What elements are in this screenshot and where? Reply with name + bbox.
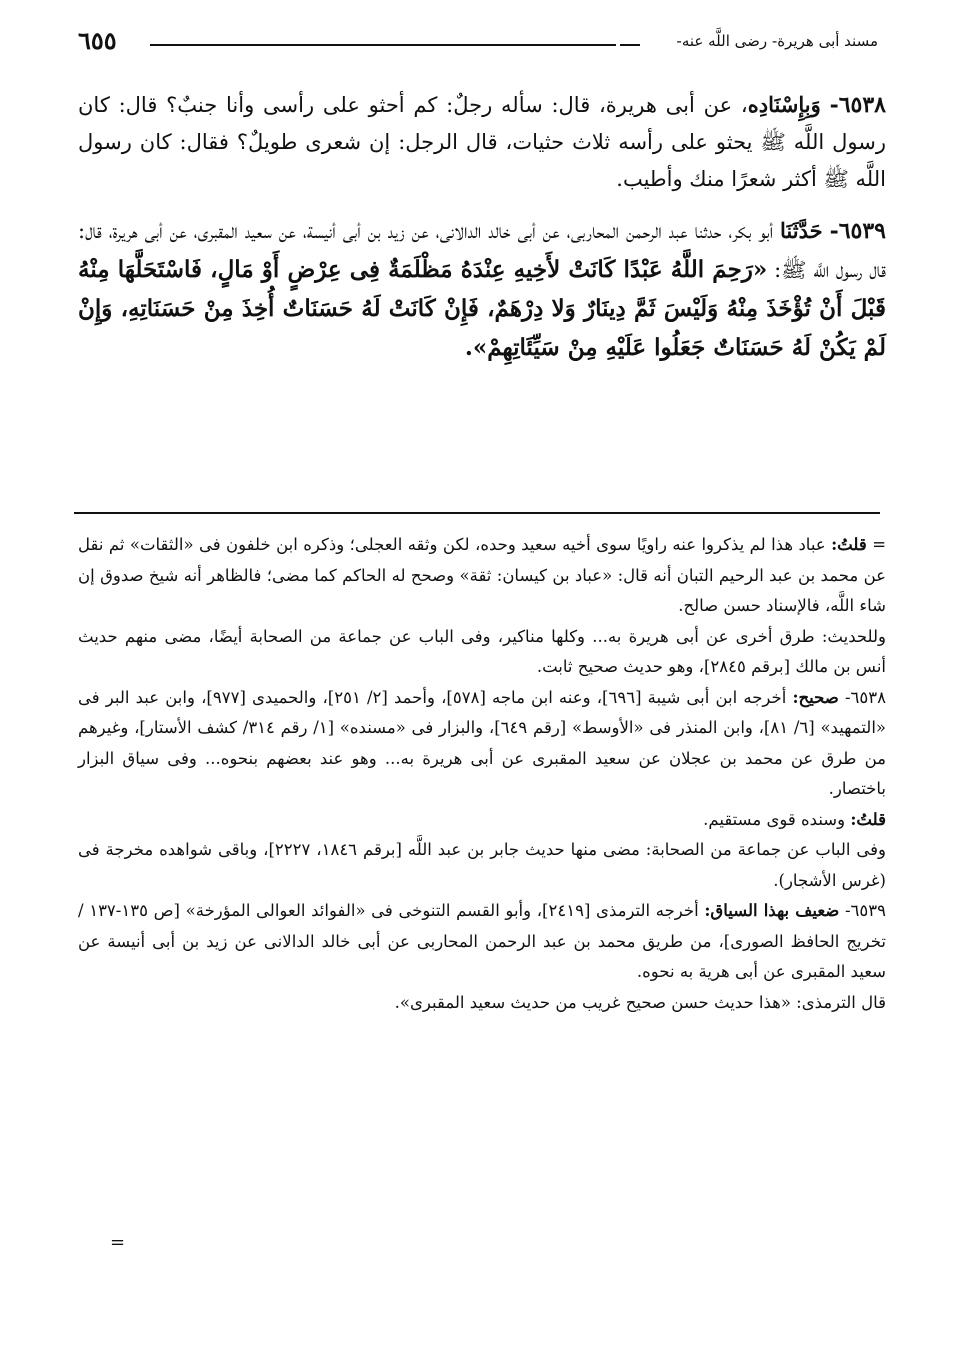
hadith-number: ٦٥٣٩- — [829, 218, 886, 244]
main-text — [78, 86, 886, 381]
isnad-head: حَدَّثَنَا — [780, 218, 823, 243]
page-number: ٦٥٥ — [78, 26, 117, 55]
isnad-text: أبو بكر، حدثنا عبد الرحمن المحاربى، عن أبى خالد الدالانى، عن زيد بن أبى أنيسة، عن سعيد المقبرى، عن أبى هريرة، قال: قال رسول اللَّه ﷺ: — [78, 219, 886, 282]
header-rule — [150, 44, 616, 46]
footnote-6538 — [78, 683, 886, 805]
matn-text: «رَحِمَ اللَّهُ عَبْدًا كَانَتْ لأَخِيهِ عِنْدَهُ مَظْلَمَةٌ فِى عِرْضٍ أَوْ مَالٍ، فَاسْتَحَلَّهَا مِنْهُ قَبْلَ أَنْ تُؤْخَذَ مِنْهُ وَلَيْسَ ثَمَّ دِينَارٌ وَلا دِرْهَمٌ، فَإِنْ كَانَتْ لَهُ حَسَنَاتٌ أُخِذَ مِنْ حَسَنَاتِهِ، وَإِنْ لَمْ يَكُنْ لَهُ حَسَنَاتٌ جَعَلُوا عَلَيْهِ مِنْ سَيِّئَاتِهِمْ». — [78, 256, 886, 361]
footnote-paragraph — [78, 835, 886, 896]
footnote-label: قلتُ: — [850, 809, 886, 829]
footnote-paragraph — [78, 805, 886, 836]
footnote-label: قلتُ: — [831, 535, 867, 554]
footnote-text: قال الترمذى: «هذا حديث حسن صحيح غريب من حديث سعيد المقبرى». — [394, 992, 886, 1012]
footnote-continued — [78, 530, 886, 622]
hadith-text: ، عن أبى هريرة، قال: سأله رجلٌ: كم أحثو على رأسى وأنا جنبٌ؟ قال: كان رسول اللَّه ﷺ يحثو على رأسه ثلاث حثيات، قال الرجل: إن شعرى طويلٌ؟ فقال: كان رسول اللَّه ﷺ أكثر شعرًا منك وأطيب. — [78, 93, 886, 191]
footnote-grade: صحيح: — [792, 687, 839, 707]
footnote-paragraph — [78, 988, 886, 1019]
header-title: مسند أبى هريرة- رضى اللَّه عنه- — [676, 32, 878, 50]
continuation-marker-end: = — [110, 1232, 126, 1253]
footnote-paragraph — [78, 622, 886, 683]
footnote-text: أخرجه الترمذى [٢٤١٩]، وأبو القسم التنوخى فى «الفوائد العوالى المؤرخة» [ص ١٣٥-١٣٧ / تخريج الحافظ الصورى]، من طريق محمد بن عبد الرحمن المحاربى عن أبى خالد الدالانى عن زيد بن أبى أنيسة عن سعيد المقبرى عن أبى هرية به نحوه. — [78, 901, 886, 981]
footnote-6539 — [78, 896, 886, 988]
hadith-6538 — [78, 86, 886, 198]
isnad-head: وَبِإِسْنَادِه — [747, 92, 821, 117]
footnote-text: وفى الباب عن جماعة من الصحابة: مضى منها حديث جابر بن عبد اللَّه [برقم ١٨٤٦، ٢٢٢٧]، وباقى شواهده مخرجة فى (غرس الأشجار). — [78, 840, 886, 890]
footnote-text: أخرجه ابن أبى شيبة [٦٩٦]، وعنه ابن ماجه [٥٧٨]، وأحمد [٢/ ٢٥١]، والحميدى [٩٧٧]، وابن عبد البر فى «التمهيد» [٦/ ٨١]، وابن المنذر فى «الأوسط» [رقم ٦٤٩]، والبزار فى «مسنده» [١/ رقم ٣١٤/ كشف الأستار]، وغيرهم من طرق عن محمد بن عجلان عن سعيد المقبرى عن أبى هريرة به... وهو عند بعضهم بنحوه... وفى سياق البزار باختصار. — [78, 687, 887, 798]
running-header — [78, 28, 878, 58]
footnote-text: وللحديث: طرق أخرى عن أبى هريرة به... وكلها مناكير، وفى الباب عن جماعة من الصحابة أيضًا، مضى منهم حديث أنس بن مالك [برقم ٢٨٤٥]، وهو حديث صحيح ثابت. — [78, 626, 886, 676]
footnotes — [78, 530, 886, 1018]
footnote-number: ٦٥٣٨- — [844, 687, 886, 707]
footnote-number: ٦٥٣٩- — [844, 901, 886, 920]
continuation-marker: = — [872, 535, 887, 554]
footnote-grade: ضعيف بهذا السياق: — [704, 901, 840, 920]
footnote-text: عباد هذا لم يذكروا عنه راويًا سوى أخيه سعيد وحده، لكن وثقه العجلى؛ وذكره ابن خلفون فى «الثقات» ثم نقل عن محمد بن عبد الرحيم التبان أنه قال: «عباد بن كيسان: ثقة» وصحح له الحاكم كما مضى؛ فالظاهر أنه شيخ صدوق إن شاء اللَّه، فالإسناد حسن صالح. — [78, 535, 886, 615]
hadith-6539 — [78, 212, 886, 367]
footnote-text: وسنده قوى مستقيم. — [703, 809, 846, 829]
footnote-divider — [74, 512, 880, 514]
header-dash — [620, 44, 640, 46]
hadith-number: ٦٥٣٨- — [829, 92, 886, 118]
